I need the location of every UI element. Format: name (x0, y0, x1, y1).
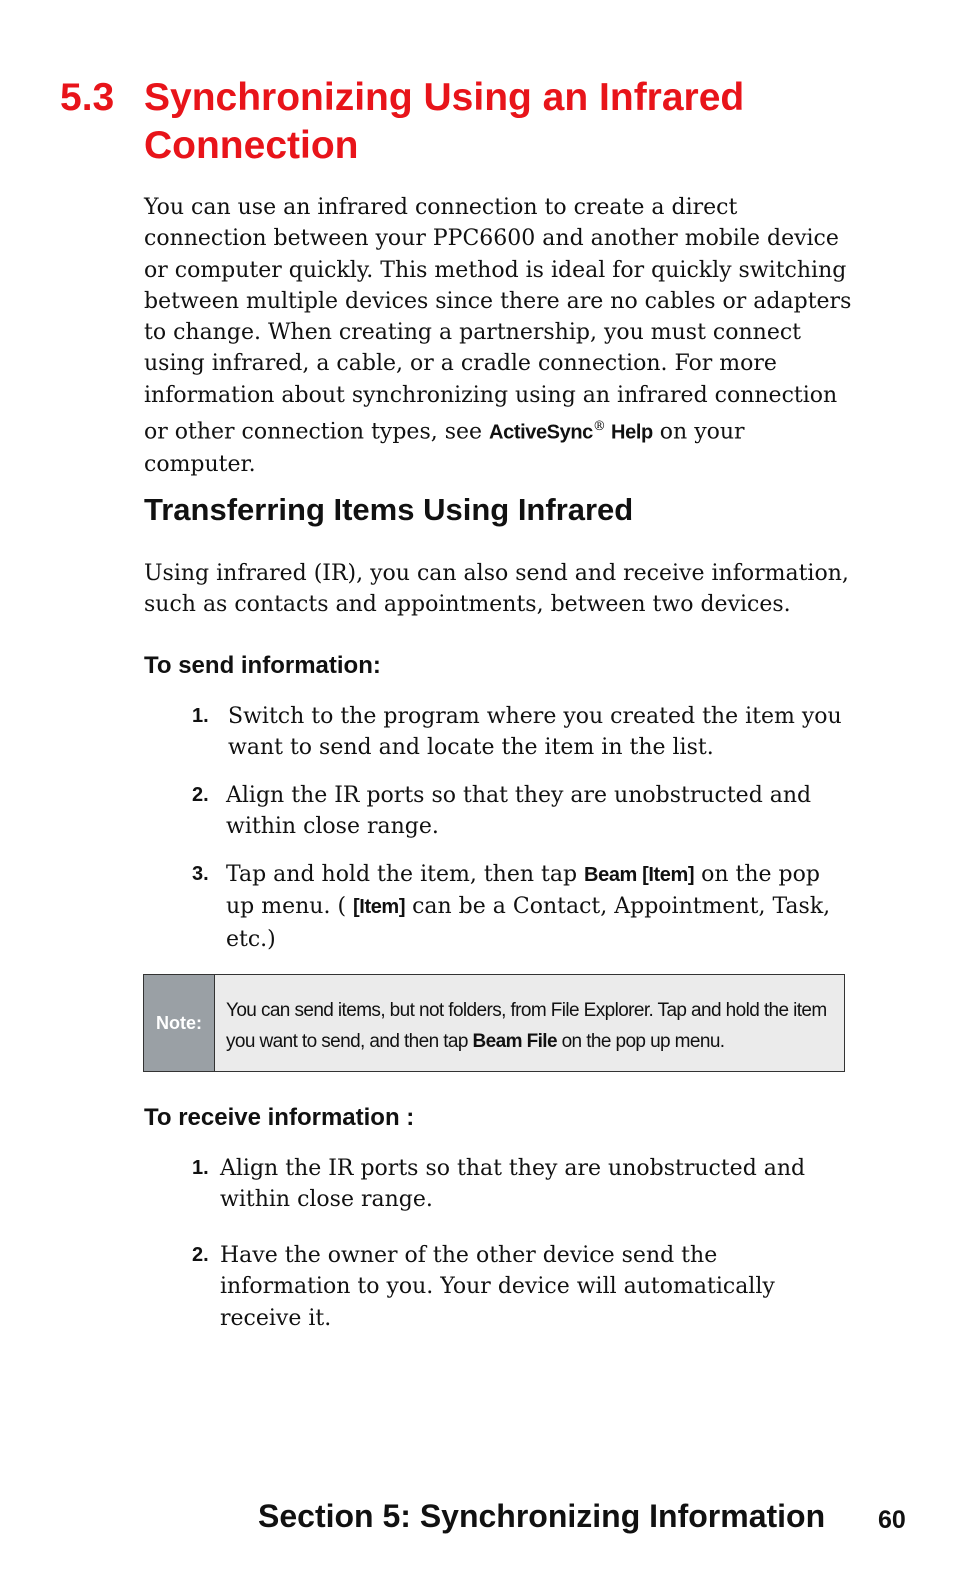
note-content (215, 975, 844, 1071)
beam-file-ref: Beam File (472, 1031, 557, 1052)
send-step-2 (192, 780, 852, 843)
step-text (192, 780, 852, 843)
send-step-3 (192, 859, 852, 955)
subheading: Transferring Items Using Infrared (144, 492, 634, 527)
step-text-mid: on the pop up menu. ( (226, 862, 820, 920)
step-text (192, 701, 852, 764)
note-box (143, 974, 845, 1072)
receive-step-2 (192, 1240, 852, 1334)
intro-tail: on your computer. (144, 419, 745, 477)
step-number: 3. (192, 863, 209, 885)
activesync-ref: ActiveSync (489, 421, 593, 444)
step-text (192, 859, 852, 955)
receive-step-1 (192, 1153, 852, 1216)
item-ref: [Item] (353, 896, 406, 919)
note-text-post: on the pop up menu. (556, 1031, 725, 1052)
intro-text: You can use an infrared connection to create a direct connection between your PPC6600 and another mobile device or computer quickly. This method is ideal for quickly switching between multiple devices since there are no cables or adapters to change. When creating a partnership, you must connect using infrared, a cable, or a cradle connection. For more information about synchronizing using an infrared connection or other connection types, see (144, 195, 852, 445)
step-text (192, 1153, 852, 1216)
note-text-pre: You can send items, but not folders, from File Explorer. Tap and hold the item you want to send, and then tap (226, 1000, 827, 1052)
send-step-1 (192, 701, 852, 764)
step-number: 2. (192, 1244, 209, 1266)
step-text-content: Align the IR ports so that they are unobstructed and within close range. (226, 783, 812, 840)
footer-section-title: Section 5: Synchronizing Information (258, 1498, 826, 1534)
step-number: 1. (192, 1157, 209, 1179)
sub-intro-paragraph: Using infrared (IR), you can also send and receive information, such as contacts and appointments, between two devices. (144, 561, 849, 618)
step-number: 1. (192, 705, 209, 727)
step-number: 2. (192, 784, 209, 806)
receive-heading: To receive information : (144, 1104, 415, 1131)
section-title: Synchronizing Using an Infrared Connection (144, 76, 745, 167)
step-text (192, 1240, 852, 1334)
section-number: 5.3 (60, 76, 115, 119)
send-heading: To send information: (144, 652, 381, 679)
step-text-content: Align the IR ports so that they are unobstructed and within close range. (220, 1156, 806, 1213)
page-number: 60 (878, 1506, 906, 1534)
step-text-post: can be a Contact, Appointment, Task, etc.) (226, 894, 831, 952)
beam-item-ref: Beam [Item] (584, 864, 695, 886)
step-text-content: Switch to the program where you created the item you want to send and locate the item in the list. (228, 704, 842, 761)
step-text-content: Have the owner of the other device send the information to you. Your device will automatically receive it. (220, 1243, 775, 1331)
step-text-pre: Tap and hold the item, then tap (226, 862, 585, 887)
help-ref: Help (605, 421, 653, 444)
registered-mark: ® (592, 419, 606, 435)
intro-paragraph (144, 192, 856, 480)
note-label: Note: (144, 975, 215, 1071)
